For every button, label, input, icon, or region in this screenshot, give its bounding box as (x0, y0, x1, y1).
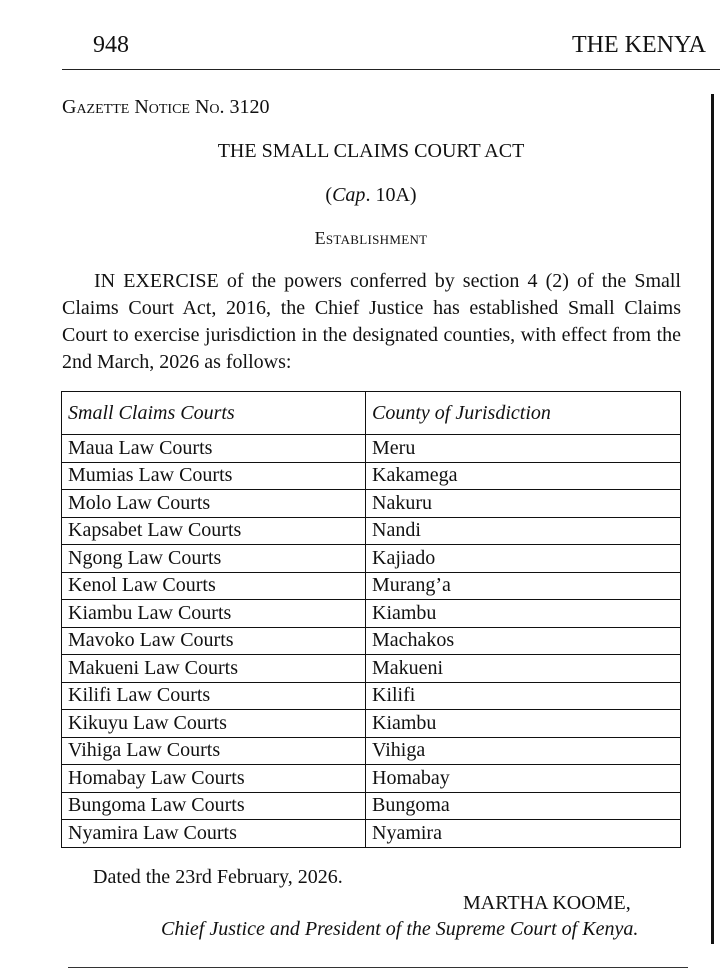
table-row (62, 710, 681, 738)
county-cell: Kakamega (366, 462, 681, 490)
county-cell: Meru (366, 435, 681, 463)
chapter-reference: (Cap. 10A) (325, 184, 417, 206)
table-row (62, 462, 681, 490)
county-cell: Nakuru (366, 490, 681, 518)
running-head: THE KENYA (572, 32, 706, 58)
court-cell: Vihiga Law Courts (62, 737, 366, 765)
county-cell: Murang’a (366, 572, 681, 600)
signatory-name: MARTHA KOOME, (463, 892, 631, 914)
court-cell: Molo Law Courts (62, 490, 366, 518)
signatory-title: Chief Justice and President of the Supreme Court of Kenya. (161, 918, 639, 940)
table-row (62, 572, 681, 600)
court-cell: Kenol Law Courts (62, 572, 366, 600)
court-cell: Makueni Law Courts (62, 655, 366, 683)
court-cell: Kikuyu Law Courts (62, 710, 366, 738)
court-cell: Kilifi Law Courts (62, 682, 366, 710)
bottom-rule (68, 967, 688, 968)
county-cell: Kiambu (366, 710, 681, 738)
county-cell: Nandi (366, 517, 681, 545)
header-small-claims-courts: Small Claims Courts (62, 392, 366, 435)
table-row (62, 490, 681, 518)
intro-paragraph: IN EXERCISE of the powers conferred by section 4 (2) of the Small Claims Court Act, 2016, the Chief Justice has established Small Claims Court to exercise jurisdiction in the designated counties, with effect from the 2nd March, 2026 as follows: (62, 270, 681, 373)
cap-number: . 10A (365, 184, 410, 206)
court-cell: Mavoko Law Courts (62, 627, 366, 655)
table-row (62, 737, 681, 765)
county-cell: Makueni (366, 655, 681, 683)
court-cell: Ngong Law Courts (62, 545, 366, 573)
table-row (62, 682, 681, 710)
table-row (62, 765, 681, 793)
header-rule (62, 69, 720, 70)
act-title: THE SMALL CLAIMS COURT ACT (217, 140, 525, 162)
dated-line: Dated the 23rd February, 2026. (93, 866, 343, 888)
table-row (62, 545, 681, 573)
court-cell: Maua Law Courts (62, 435, 366, 463)
county-cell: Bungoma (366, 792, 681, 820)
notice-prefix: Gazette Notice No. (62, 96, 225, 118)
county-cell: Kiambu (366, 600, 681, 628)
table-row (62, 627, 681, 655)
section-heading: Establishment (314, 228, 428, 248)
court-cell: Mumias Law Courts (62, 462, 366, 490)
court-cell: Homabay Law Courts (62, 765, 366, 793)
court-cell: Kapsabet Law Courts (62, 517, 366, 545)
county-cell: Kilifi (366, 682, 681, 710)
table-row (62, 655, 681, 683)
notice-number: 3120 (229, 96, 270, 118)
table-row (62, 600, 681, 628)
court-cell: Nyamira Law Courts (62, 820, 366, 848)
table-header-row (62, 392, 681, 435)
cap-label: Cap (332, 184, 366, 206)
column-rule (711, 94, 714, 944)
table-row (62, 435, 681, 463)
courts-table (61, 391, 681, 848)
court-cell: Kiambu Law Courts (62, 600, 366, 628)
county-cell: Kajiado (366, 545, 681, 573)
county-cell: Vihiga (366, 737, 681, 765)
county-cell: Nyamira (366, 820, 681, 848)
county-cell: Machakos (366, 627, 681, 655)
gazette-notice-number (62, 96, 270, 119)
county-cell: Homabay (366, 765, 681, 793)
page-number: 948 (93, 32, 129, 58)
table-row (62, 517, 681, 545)
header-county-of-jurisdiction: County of Jurisdiction (366, 392, 681, 435)
court-cell: Bungoma Law Courts (62, 792, 366, 820)
table-row (62, 792, 681, 820)
table-row (62, 820, 681, 848)
